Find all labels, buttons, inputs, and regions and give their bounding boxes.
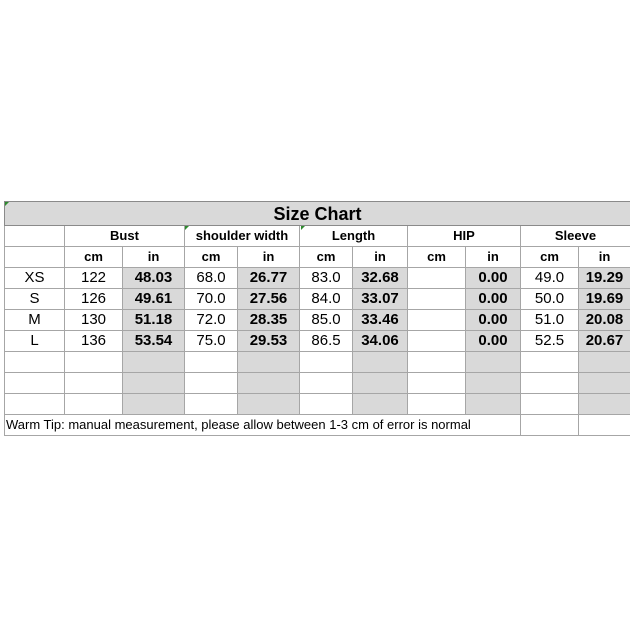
unit-in: in (238, 247, 300, 268)
bust-in: 49.61 (123, 289, 185, 310)
shoulder-cm: 70.0 (185, 289, 238, 310)
group-header-length: Length (300, 226, 408, 247)
bust-cm: 126 (65, 289, 123, 310)
tip-row (5, 415, 631, 436)
hip-cm (408, 310, 466, 331)
hip-in: 0.00 (466, 310, 521, 331)
length-in: 32.68 (353, 268, 408, 289)
cell-comment-marker-icon (5, 202, 9, 206)
shoulder-in: 27.56 (238, 289, 300, 310)
unit-in: in (353, 247, 408, 268)
table-row (5, 289, 631, 310)
shoulder-in: 29.53 (238, 331, 300, 352)
unit-cm: cm (521, 247, 579, 268)
group-header-bust: Bust (65, 226, 185, 247)
shoulder-cm: 75.0 (185, 331, 238, 352)
length-cm: 86.5 (300, 331, 353, 352)
size-label: S (5, 289, 65, 310)
sleeve-cm: 49.0 (521, 268, 579, 289)
cell-comment-marker-icon (185, 226, 189, 230)
size-label: L (5, 331, 65, 352)
shoulder-cm: 68.0 (185, 268, 238, 289)
sleeve-in: 20.67 (579, 331, 631, 352)
length-cm: 85.0 (300, 310, 353, 331)
sleeve-cm: 50.0 (521, 289, 579, 310)
unit-cm: cm (408, 247, 466, 268)
size-label: M (5, 310, 65, 331)
size-chart-table (4, 201, 630, 436)
size-label: XS (5, 268, 65, 289)
length-cm: 83.0 (300, 268, 353, 289)
hip-in: 0.00 (466, 331, 521, 352)
empty-row (5, 373, 631, 394)
group-header-sleeve: Sleeve (521, 226, 631, 247)
blank-header-cell (5, 247, 65, 268)
size-chart-sheet (4, 201, 630, 436)
length-in: 34.06 (353, 331, 408, 352)
shoulder-cm: 72.0 (185, 310, 238, 331)
bust-in: 48.03 (123, 268, 185, 289)
hip-cm (408, 268, 466, 289)
table-row (5, 331, 631, 352)
sleeve-in: 19.69 (579, 289, 631, 310)
group-header-hip: HIP (408, 226, 521, 247)
bust-cm: 122 (65, 268, 123, 289)
sleeve-in: 19.29 (579, 268, 631, 289)
length-cm: 84.0 (300, 289, 353, 310)
hip-in: 0.00 (466, 289, 521, 310)
table-row (5, 310, 631, 331)
hip-cm (408, 331, 466, 352)
sleeve-cm: 52.5 (521, 331, 579, 352)
bust-cm: 130 (65, 310, 123, 331)
hip-in: 0.00 (466, 268, 521, 289)
group-header-shoulder: shoulder width (185, 226, 300, 247)
unit-cm: cm (65, 247, 123, 268)
unit-in: in (123, 247, 185, 268)
blank-header-cell (5, 226, 65, 247)
unit-in: in (579, 247, 631, 268)
unit-in: in (466, 247, 521, 268)
empty-row (5, 352, 631, 373)
shoulder-in: 26.77 (238, 268, 300, 289)
unit-cm: cm (185, 247, 238, 268)
length-in: 33.07 (353, 289, 408, 310)
sleeve-in: 20.08 (579, 310, 631, 331)
unit-cm: cm (300, 247, 353, 268)
sleeve-cm: 51.0 (521, 310, 579, 331)
shoulder-in: 28.35 (238, 310, 300, 331)
table-row (5, 268, 631, 289)
bust-in: 51.18 (123, 310, 185, 331)
bust-cm: 136 (65, 331, 123, 352)
table-title: Size Chart (5, 202, 631, 226)
cut-off-row (5, 436, 631, 437)
warm-tip-note: Warm Tip: manual measurement, please allow between 1-3 cm of error is normal (5, 415, 521, 436)
length-in: 33.46 (353, 310, 408, 331)
bust-in: 53.54 (123, 331, 185, 352)
empty-row (5, 394, 631, 415)
cell-comment-marker-icon (301, 226, 305, 230)
hip-cm (408, 289, 466, 310)
